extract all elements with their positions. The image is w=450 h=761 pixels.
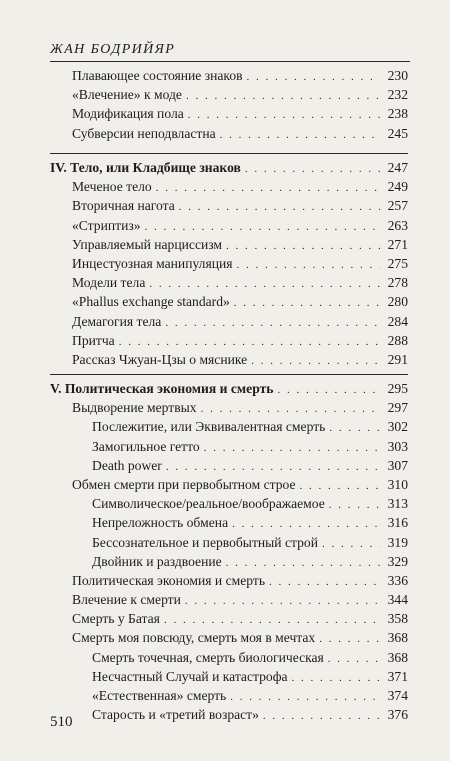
toc-entry-label: Death power <box>92 457 162 473</box>
toc-entry-page: 310 <box>387 476 408 492</box>
chapter-divider <box>50 153 408 154</box>
toc-entry <box>50 475 408 494</box>
toc-entry-page: 232 <box>387 87 408 103</box>
toc-entry-page: 291 <box>387 351 408 367</box>
toc-entry-label: Вторичная нагота <box>72 198 175 214</box>
toc-subentry <box>50 417 408 436</box>
toc-entry-label: Смерть моя повсюду, смерть моя в мечтах <box>72 630 316 646</box>
toc-entry-page: 275 <box>387 255 408 271</box>
leader-dots <box>185 592 380 611</box>
leader-dots <box>319 630 380 649</box>
leader-dots <box>220 126 380 145</box>
toc-entry-label: Послежитие, или Эквивалентная смерть <box>92 419 326 435</box>
toc-entry-label: Смерть точечная, смерть биологическая <box>92 649 324 665</box>
toc-entry-label: Непреложность обмена <box>92 515 229 531</box>
leader-dots <box>329 419 380 438</box>
chapter-page: 295 <box>387 381 408 396</box>
chapter-title: V. Политическая экономия и смерть <box>50 381 274 396</box>
toc-entry-label: Бессознательное и первобытный строй <box>92 534 318 550</box>
leader-dots <box>234 294 380 313</box>
toc-entry-page: 303 <box>387 438 408 454</box>
toc-entry-label: Влечение к смерти <box>72 592 181 608</box>
toc-entry-label: Смерть у Батая <box>72 611 160 627</box>
leader-dots <box>277 381 380 400</box>
toc-entry <box>50 609 408 628</box>
chapter-page: 247 <box>387 160 408 175</box>
page-number: 510 <box>50 714 73 730</box>
leader-dots <box>237 256 380 275</box>
toc-entry <box>50 331 408 350</box>
toc-entry <box>50 628 408 647</box>
toc-entry-page: 371 <box>387 668 408 684</box>
leader-dots <box>204 439 380 458</box>
toc-entry-page: 245 <box>387 125 408 141</box>
toc-entry-page: 263 <box>387 217 408 233</box>
leader-dots <box>179 198 380 217</box>
toc-entry-label: Плавающее состояние знаков <box>72 68 243 83</box>
toc-entry-label: Притча <box>72 332 115 348</box>
toc-entry-page: 313 <box>387 496 408 512</box>
chapter-heading <box>50 158 408 177</box>
toc-entry-page: 297 <box>387 400 408 416</box>
toc-entry-label: Субверсии неподвластна <box>72 125 216 141</box>
toc-entry-label: Рассказ Чжуан-Цзы о мяснике <box>72 351 248 367</box>
toc-entry-page: 376 <box>387 707 408 723</box>
toc-entry <box>50 292 408 311</box>
toc-entry-label: Старость и «третий возраст» <box>92 707 259 723</box>
toc-subentry <box>50 648 408 667</box>
toc-subentry <box>50 667 408 686</box>
toc-entry-page: 307 <box>387 457 408 473</box>
toc-entry <box>50 350 408 369</box>
toc-entry <box>50 177 408 196</box>
toc-entry-label: Двойник и раздвоение <box>92 553 222 569</box>
leader-dots <box>328 650 380 669</box>
chapter-title: IV. Тело, или Кладбище знаков <box>50 160 241 175</box>
toc-entry-page: 257 <box>387 198 408 214</box>
toc-entry-label: Инцестуозная манипуляция <box>72 255 233 271</box>
toc-entry-page: 278 <box>387 275 408 291</box>
toc-entry-page: 336 <box>387 572 408 588</box>
toc-entry-page: 288 <box>387 332 408 348</box>
toc-entry-page: 368 <box>387 630 408 646</box>
toc-entry-page: 284 <box>387 313 408 329</box>
toc-entry <box>50 254 408 273</box>
toc-entry <box>50 590 408 609</box>
toc-subentry <box>50 533 408 552</box>
toc-entry <box>50 273 408 292</box>
toc-entry-page: 271 <box>387 236 408 252</box>
toc-entry-label: Управляемый нарциссизм <box>72 236 223 252</box>
header-rule <box>50 61 410 62</box>
toc-entry <box>50 104 408 123</box>
toc-subentry <box>50 456 408 475</box>
toc-entry-label: Символическое/реальное/воображаемое <box>92 496 325 512</box>
toc-entry <box>50 216 408 235</box>
toc-subentry <box>50 705 408 724</box>
toc-entry-page: 280 <box>387 294 408 310</box>
toc-entry-label: Демагогия тела <box>72 313 162 329</box>
toc-entry-label: Выдворение мертвых <box>72 400 197 416</box>
leader-dots <box>186 87 380 106</box>
toc-entry-label: Замогильное гетто <box>92 438 200 454</box>
leader-dots <box>156 179 380 198</box>
toc-entry-label: Несчастный Случай и катастрофа <box>92 668 288 684</box>
leader-dots <box>188 106 380 125</box>
leader-dots <box>263 707 380 726</box>
leader-dots <box>269 573 380 592</box>
toc-chapter-5 <box>50 368 408 724</box>
toc-subentry <box>50 513 408 532</box>
toc-entry <box>50 196 408 215</box>
toc-chapter-4 <box>50 147 408 369</box>
leader-dots <box>329 496 380 515</box>
toc-entry <box>50 312 408 331</box>
toc-entry-page: 358 <box>387 611 408 627</box>
toc-entry-page: 319 <box>387 534 408 550</box>
toc-section-continued <box>50 66 408 143</box>
toc-entry-label: Модели тела <box>72 275 146 291</box>
toc-entry-label: «Phallus exchange standard» <box>72 294 230 310</box>
toc-entry <box>50 235 408 254</box>
toc-entry <box>50 571 408 590</box>
toc-entry-label: «Естественная» смерть <box>92 688 227 703</box>
toc-entry-label: «Стриптиз» <box>72 217 141 233</box>
leader-dots <box>245 160 380 179</box>
toc-entry <box>50 398 408 417</box>
toc-subentry <box>50 686 408 705</box>
toc-entry <box>50 124 408 143</box>
toc-entry-page: 329 <box>387 553 408 569</box>
leader-dots <box>165 314 380 333</box>
toc-entry-page: 316 <box>387 515 408 531</box>
toc-entry-page: 344 <box>387 592 408 608</box>
toc-entry-label: Модификация пола <box>72 106 184 122</box>
toc-entry-page: 374 <box>387 688 408 703</box>
leader-dots <box>247 68 380 87</box>
toc-entry <box>50 85 408 104</box>
toc-entry-label: Политическая экономия и смерть <box>72 572 266 588</box>
leader-dots <box>292 669 380 688</box>
running-head: ЖАН БОДРИЙЯР <box>50 42 176 57</box>
toc-entry-page: 230 <box>387 68 408 83</box>
leader-dots <box>322 535 380 554</box>
toc-entry-page: 368 <box>387 649 408 665</box>
toc-subentry <box>50 552 408 571</box>
chapter-divider <box>50 374 408 375</box>
toc-entry-page: 302 <box>387 419 408 435</box>
toc-entry-label: «Влечение» к моде <box>72 87 182 103</box>
toc-entry-label: Меченое тело <box>72 179 152 195</box>
leader-dots <box>226 237 380 256</box>
toc-entry-label: Обмен смерти при первобытном строе <box>72 476 296 492</box>
toc-entry-page: 249 <box>387 179 408 195</box>
toc-entry-page: 238 <box>387 106 408 122</box>
toc-subentry <box>50 437 408 456</box>
toc-subentry <box>50 494 408 513</box>
chapter-heading <box>50 379 408 398</box>
toc-entry <box>50 66 408 85</box>
